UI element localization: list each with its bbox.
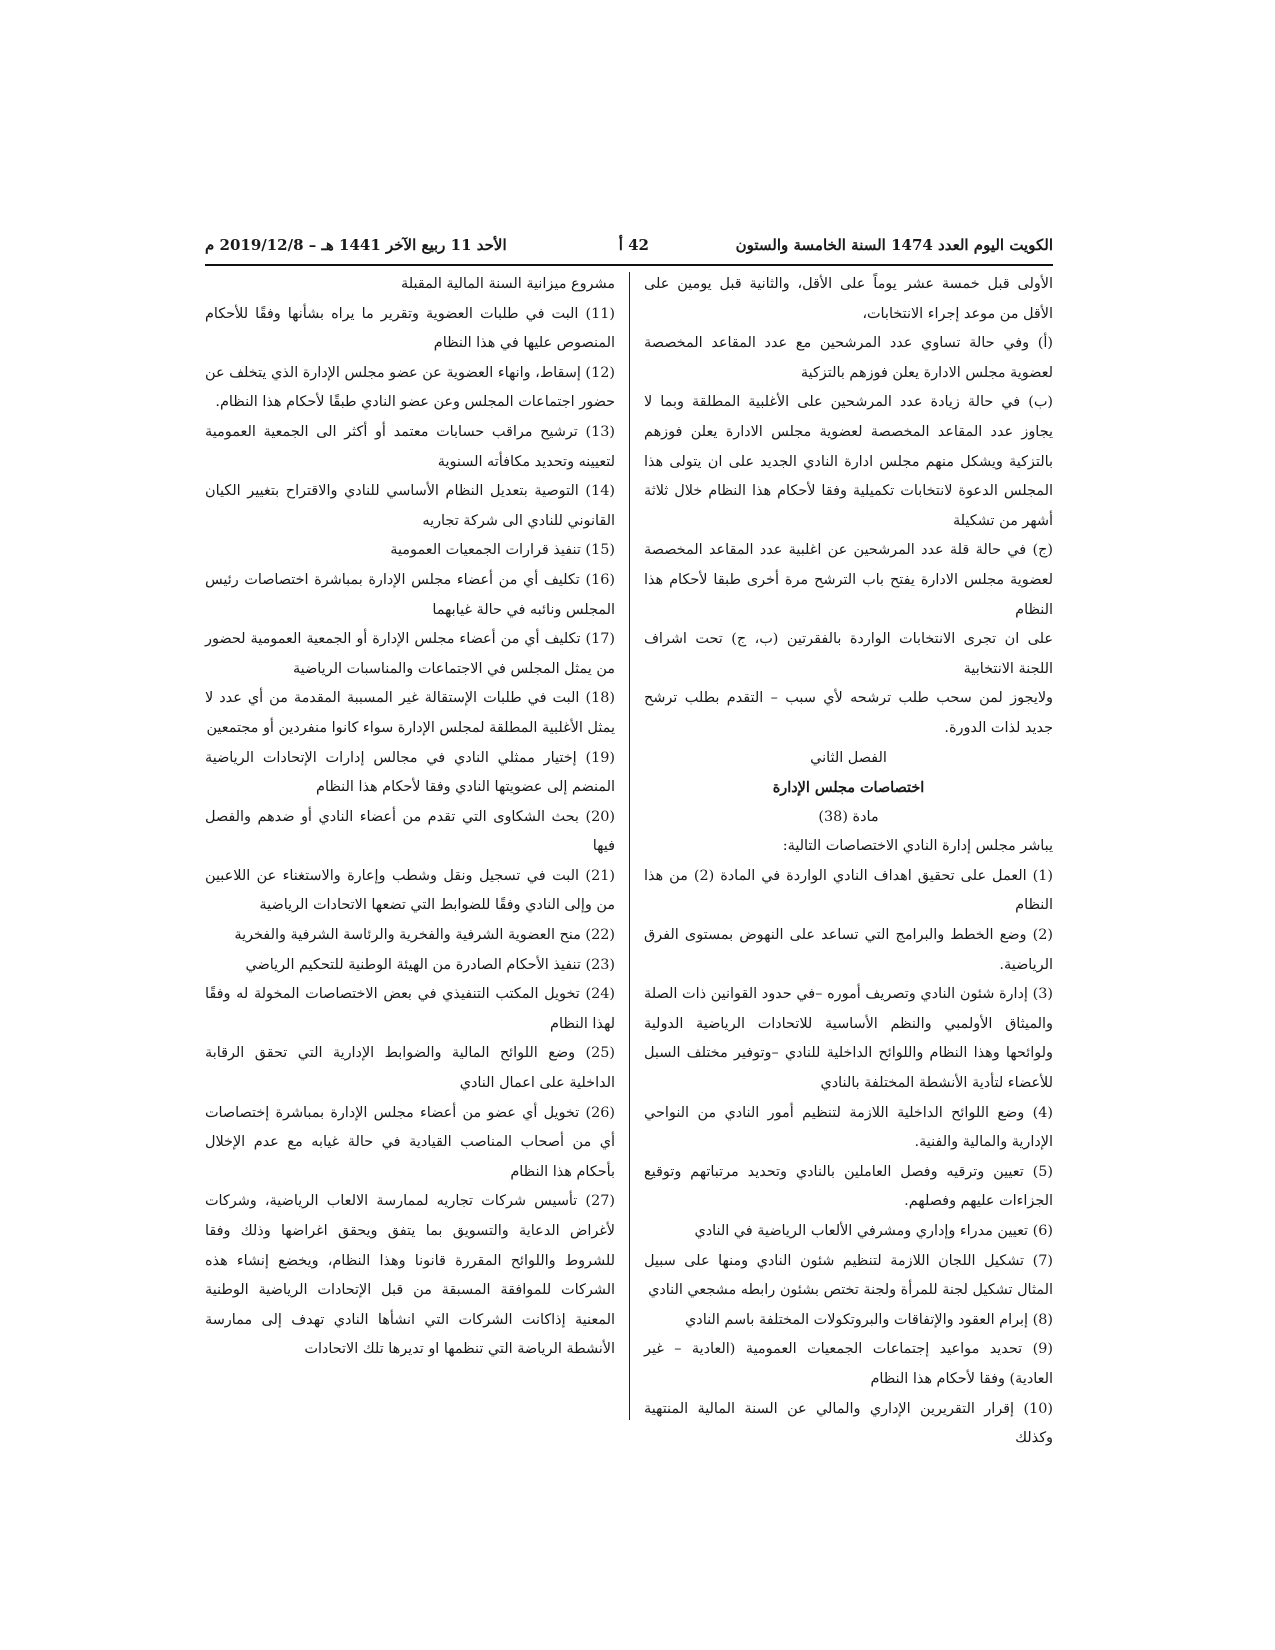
list-item: (1) العمل على تحقيق اهداف النادي الواردة في المادة (2) من هذا النظام <box>644 867 1053 914</box>
column-divider <box>629 272 630 1420</box>
header-rule <box>205 264 1053 266</box>
list-item: (3) إدارة شئون النادي وتصريف أموره –في حدود القوانين ذات الصلة والميثاق الأولمبي والنظم الأساسية للاتحادات الرياضية الدولية ولوائحها وهذا النظام واللوائح الداخلية للنادي –وتوفير مختلف السبل للأعضاء لتأدية الأنشطة المختلفة بالنادي <box>644 986 1053 1092</box>
list-item: (17) تكليف أي من أعضاء مجلس الإدارة أو الجمعية العمومية لحضور من يمثل المجلس في الاجتماعات والمناسبات الرياضية <box>205 631 615 677</box>
list-item: (14) التوصية بتعديل النظام الأساسي للنادي والاقتراح بتغيير الكيان القانوني للنادي الى شركة تجاريه <box>205 483 615 529</box>
list-item: (18) البت في طلبات الإستقالة غير المسببة المقدمة من أي عدد لا يمثل الأغلبية المطلقة لمجلس الإدارة سواء كانوا منفردين أو مجتمعين <box>205 690 615 736</box>
header-gazette-issue: الكويت اليوم العدد 1474 السنة الخامسة والستون <box>735 236 1053 254</box>
paragraph: على ان تجرى الانتخابات الواردة بالفقرتين (ب، ج) تحت اشراف اللجنة الانتخابية <box>644 631 1053 677</box>
header-date: الأحد 11 ربيع الآخر 1441 هـ – 2019/12/8 م <box>205 236 507 254</box>
list-item: (21) البت في تسجيل ونقل وشطب وإعارة والاستغناء عن اللاعبين من وإلى النادي وفقًا للضوابط التي تضعها الاتحادات الرياضية <box>205 867 615 914</box>
list-item: (20) بحث الشكاوى التي تقدم من أعضاء النادي أو ضدهم والفصل فيها <box>205 808 615 855</box>
paragraph: الأولى قبل خمسة عشر يوماً على الأقل، والثانية قبل يومين على الأقل من موعد إجراء الانتخابات، <box>644 276 1053 322</box>
chapter-heading: الفصل الثاني <box>810 749 887 766</box>
list-item: (27) تأسيس شركات تجاريه لممارسة الالعاب الرياضية، وشركات لأغراض الدعاية والتسويق بما يتفق ويحقق اغراضها وذلك وفقا للشروط واللوائح المقررة قانونا وهذا النظام، ويخضع إنشاء هذه الشركات للموافقة المسبقة من قبل الإتحادات الرياضية الوطنية المعنية إذاكانت الشركات التي انشأها النادي تهدف إلى ممارسة الأنشطة الرياضة التي تنظمها او تديرها تلك الاتحادات <box>205 1193 615 1358</box>
list-item: (7) تشكيل اللجان اللازمة لتنظيم شئون النادي ومنها على سبيل المثال تشكيل لجنة للمرأة ولجنة تختص بشئون رابطه مشجعي النادي <box>644 1252 1053 1299</box>
list-item: (12) إسقاط، وانهاء العضوية عن عضو مجلس الإدارة الذي يتخلف عن حضور اجتماعات المجلس وعن عضو النادي طبقًا لأحكام هذا النظام. <box>205 364 615 411</box>
list-item: (16) تكليف أي من أعضاء مجلس الإدارة بمباشرة اختصاصات رئيس المجلس ونائبه في حالة غيابهما <box>205 571 615 618</box>
list-item: (23) تنفيذ الأحكام الصادرة من الهيئة الوطنية للتحكيم الرياضي <box>245 956 615 973</box>
left-column <box>205 270 615 1365</box>
list-item: (9) تحديد مواعيد إجتماعات الجمعيات العمومية (العادية – غير العادية) وفقا لأحكام هذا النظام <box>644 1341 1053 1387</box>
list-item: (19) إختيار ممثلي النادي في مجالس إدارات الإتحادات الرياضية المنضم إلى عضويتها النادي وفقا لأحكام هذا النظام <box>205 749 615 796</box>
header-page-number: 42 أ <box>618 236 649 254</box>
paragraph: (ب) في حالة زيادة عدد المرشحين على الأغلبية المطلقة وبما لا يجاوز عدد المقاعد المخصصة لعضوية مجلس الادارة يعلن فوزهم بالتزكية ويشكل منهم مجلس ادارة النادي الجديد على ان يتولى هذا المجلس الدعوة لانتخابات تكميلية وفقا لأحكام هذا النظام خلال ثلاثة أشهر من تشكيلة <box>644 394 1053 529</box>
article-heading: مادة (38) <box>818 808 879 825</box>
paragraph: يباشر مجلس إدارة النادي الاختصاصات التالية: <box>782 838 1053 855</box>
list-item: (22) منح العضوية الشرفية والفخرية والرئاسة الشرفية والفخرية <box>234 927 615 944</box>
list-item: (15) تنفيذ قرارات الجمعيات العمومية <box>390 542 615 559</box>
list-item: (11) البت في طلبات العضوية وتقرير ما يراه بشأنها وفقًا للأحكام المنصوص عليها في هذا النظام <box>205 305 615 352</box>
right-column <box>644 270 1053 1454</box>
list-item: (13) ترشيح مراقب حسابات معتمد أو أكثر الى الجمعية العمومية لتعيينه وتحديد مكافأته السنوية <box>205 423 615 470</box>
paragraph: ولايجوز لمن سحب طلب ترشحه لأي سبب – التقدم بطلب ترشح جديد لذات الدورة. <box>644 690 1053 736</box>
list-item: (6) تعيين مدراء وإداري ومشرفي الألعاب الرياضية في النادي <box>694 1223 1053 1239</box>
list-item: (8) إبرام العقود والإتفاقات والبروتكولات المختلفة باسم النادي <box>685 1311 1053 1328</box>
paragraph: (ج) في حالة قلة عدد المرشحين عن اغلبية عدد المقاعد المخصصة لعضوية مجلس الادارة يفتح باب الترشح مرة أخرى طبقا لأحكام هذا النظام <box>644 542 1053 618</box>
list-item: (2) وضع الخطط والبرامج التي تساعد على النهوض بمستوى الفرق الرياضية. <box>644 927 1053 973</box>
list-item: (25) وضع اللوائح المالية والضوابط الإدارية التي تحقق الرقابة الداخلية على اعمال النادي <box>205 1045 615 1092</box>
list-item: (10) إقرار التقريرين الإداري والمالي عن السنة المالية المنتهية وكذلك <box>644 1400 1053 1447</box>
section-heading: اختصاصات مجلس الإدارة <box>772 779 925 797</box>
paragraph: مشروع ميزانية السنة المالية المقبلة <box>401 276 615 292</box>
list-item: (5) تعيين وترقيه وفصل العاملين بالنادي وتحديد مرتباتهم وتوقيع الجزاءات عليهم وفصلهم. <box>644 1163 1053 1210</box>
list-item: (4) وضع اللوائح الداخلية اللازمة لتنظيم أمور النادي من النواحي الإدارية والمالية والفنية. <box>644 1104 1053 1151</box>
list-item: (26) تخويل أي عضو من أعضاء مجلس الإدارة بمباشرة إختصاصات أي من أصحاب المناصب القيادية في حالة غيابه مع عدم الإخلال بأحكام هذا النظام <box>205 1104 615 1180</box>
paragraph: (أ) وفي حالة تساوي عدد المرشحين مع عدد المقاعد المخصصة لعضوية مجلس الادارة يعلن فوزهم بالتزكية <box>644 335 1053 381</box>
page-header <box>205 236 1053 262</box>
list-item: (24) تخويل المكتب التنفيذي في بعض الاختصاصات المخولة له وفقًا لهذا النظام <box>205 986 615 1032</box>
